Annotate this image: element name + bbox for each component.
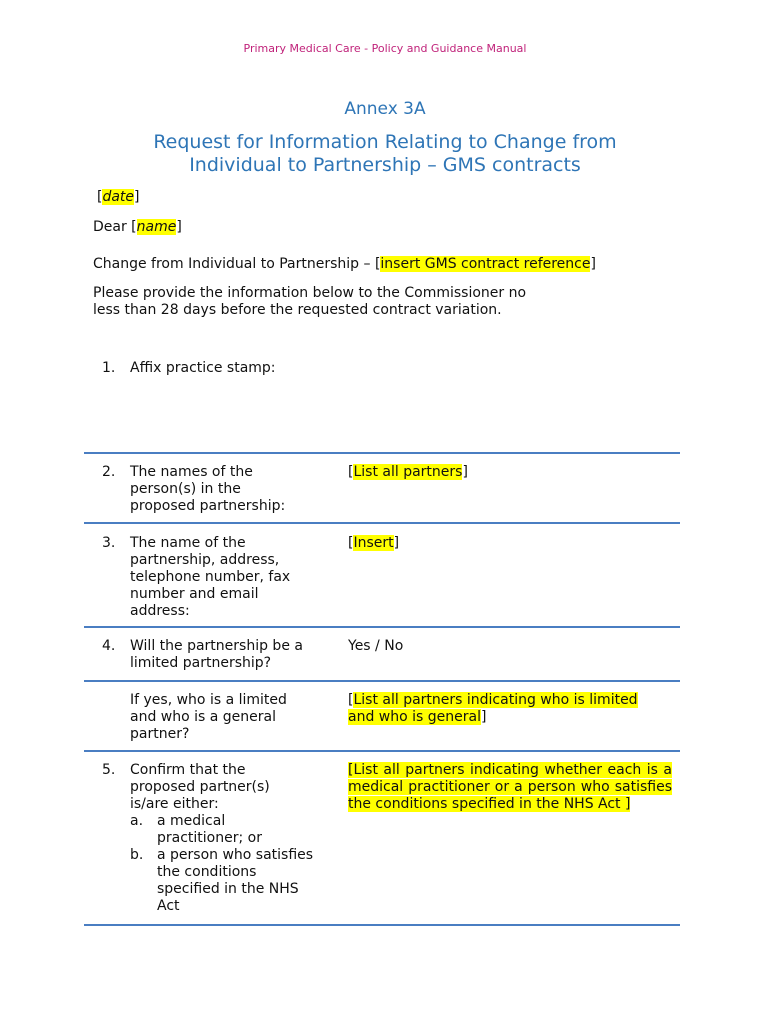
table-row-confirm-partners xyxy=(84,752,680,926)
question-text: If yes, who is a limited and who is a general partner? xyxy=(130,692,287,742)
title-line-2: Individual to Partnership – GMS contracts xyxy=(189,154,581,176)
item-1-number: 1. xyxy=(102,360,116,376)
sub-item-text: a person who satisfies the conditions specified in the NHS Act xyxy=(157,847,314,914)
question-text: Confirm that the proposed partner(s) is/are either: xyxy=(130,762,270,812)
change-prefix: Change from Individual to Partnership – [ xyxy=(93,256,381,272)
answer-block xyxy=(348,762,672,813)
answer-cell xyxy=(328,524,662,626)
answer-close: ] xyxy=(393,535,400,551)
answer-open: [ xyxy=(348,535,354,551)
table-row-partnership-details xyxy=(84,524,680,628)
question-cell xyxy=(84,454,328,522)
date-close: ] xyxy=(134,189,140,205)
dear-suffix: ] xyxy=(176,219,182,235)
answer-open: [ xyxy=(348,464,354,480)
row-number-blank xyxy=(102,692,130,750)
answer-cell xyxy=(328,682,662,750)
question-cell xyxy=(84,682,328,750)
answer-placeholder[interactable]: List all partners xyxy=(353,464,463,480)
row-number: 5. xyxy=(102,762,116,778)
document-title xyxy=(60,131,710,177)
question-block xyxy=(130,762,316,924)
table-row-limited-general xyxy=(84,682,680,752)
row-number: 2. xyxy=(102,464,116,480)
row-number: 3. xyxy=(102,535,116,551)
question-text: Will the partnership be a limited partnership? xyxy=(130,638,303,671)
dear-prefix: Dear [ xyxy=(93,219,137,235)
answer-placeholder[interactable]: Insert xyxy=(353,535,394,551)
date-placeholder[interactable]: date xyxy=(102,189,135,205)
answer-open: [ xyxy=(348,692,354,708)
answer-close: ] xyxy=(462,464,468,480)
request-table xyxy=(84,452,680,926)
row-number: 4. xyxy=(102,638,116,654)
question-text: The name of the partnership, address, telephone number, fax number and email address: xyxy=(130,535,291,619)
date-line xyxy=(97,189,140,206)
intro-line-2: less than 28 days before the requested contract variation. xyxy=(93,302,502,318)
yes-no-answer[interactable]: Yes / No xyxy=(348,638,404,654)
salutation xyxy=(93,219,182,236)
intro-line-1: Please provide the information below to the Commissioner no xyxy=(93,285,527,301)
question-cell xyxy=(84,524,328,626)
running-header: Primary Medical Care - Policy and Guidance Manual xyxy=(243,42,527,55)
sub-item-letter: b. xyxy=(130,847,144,863)
item-1-text: Affix practice stamp: xyxy=(130,360,276,376)
contract-reference-placeholder[interactable]: insert GMS contract reference xyxy=(380,256,591,272)
answer-cell xyxy=(328,454,662,522)
answer-cell xyxy=(328,752,672,924)
date-open: [ xyxy=(97,189,103,205)
answer-placeholder[interactable]: [List all partners indicating whether each is a medical practitioner or a person who satisfies the conditions specified in the NHS Act ] xyxy=(348,762,672,812)
table-row-partners xyxy=(84,452,680,524)
sub-item-text: a medical practitioner; or xyxy=(157,813,262,846)
sub-item-a xyxy=(130,813,316,847)
answer-close: ] xyxy=(480,709,487,725)
item-1-stamp xyxy=(102,360,276,377)
intro-paragraph xyxy=(93,285,526,319)
name-placeholder[interactable]: name xyxy=(136,219,177,235)
question-cell xyxy=(84,628,328,680)
change-suffix: ] xyxy=(590,256,596,272)
answer-placeholder[interactable]: List all partners indicating who is limited and who is general xyxy=(348,692,638,725)
sub-item-letter: a. xyxy=(130,813,144,829)
table-row-limited-partnership xyxy=(84,628,680,682)
answer-cell xyxy=(328,628,662,680)
annex-label: Annex 3A xyxy=(344,99,426,119)
sub-item-b xyxy=(130,847,316,915)
question-text: The names of the person(s) in the proposed partnership: xyxy=(130,464,286,514)
title-line-1: Request for Information Relating to Change from xyxy=(153,131,617,153)
subject-line xyxy=(93,256,596,273)
question-cell xyxy=(84,752,328,924)
